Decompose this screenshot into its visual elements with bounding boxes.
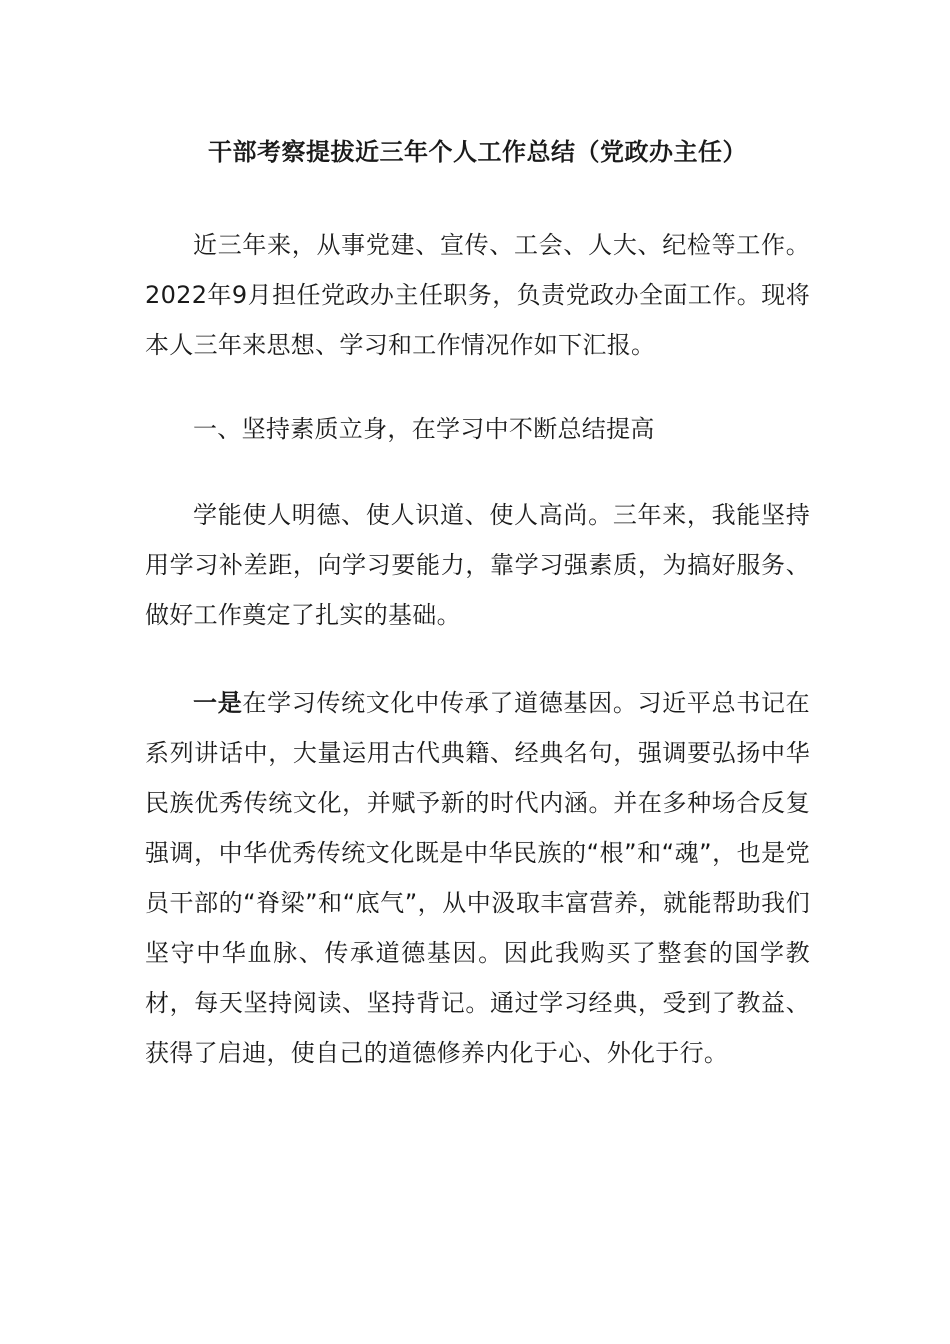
section-summary-paragraph: 学能使人明德、使人识道、使人高尚。三年来，我能坚持用学习补差距，向学习要能力，靠学习强素质，为搞好服务、做好工作奠定了扎实的基础。 [145, 501, 810, 629]
intro-paragraph: 近三年来，从事党建、宣传、工会、人大、纪检等工作。2022年9月担任党政办主任职务，负责党政办全面工作。现将本人三年来思想、学习和工作情况作如下汇报。 [145, 231, 810, 359]
point-one-lead: 一是 [193, 689, 243, 717]
point-one-body: 在学习传统文化中传承了道德基因。习近平总书记在系列讲话中，大量运用古代典籍、经典名句，强调要弘扬中华民族优秀传统文化，并赋予新的时代内涵。并在多种场合反复强调，中华优秀传统文化既是中华民族的“根”和“魂”，也是党员干部的“脊梁”和“底气”，从中汲取丰富营养，就能帮助我们坚守中华血脉、传承道德基因。因此我购买了整套的国学教材，每天坚持阅读、坚持背记。通过学习经典，受到了教益、获得了启迪，使自己的道德修养内化于心、外化于行。 [145, 689, 810, 1067]
document-title: 干部考察提拔近三年个人工作总结（党政办主任） [208, 138, 747, 166]
point-one-paragraph [145, 678, 810, 1078]
section-heading-1: 一、坚持素质立身，在学习中不断总结提高 [193, 415, 655, 443]
